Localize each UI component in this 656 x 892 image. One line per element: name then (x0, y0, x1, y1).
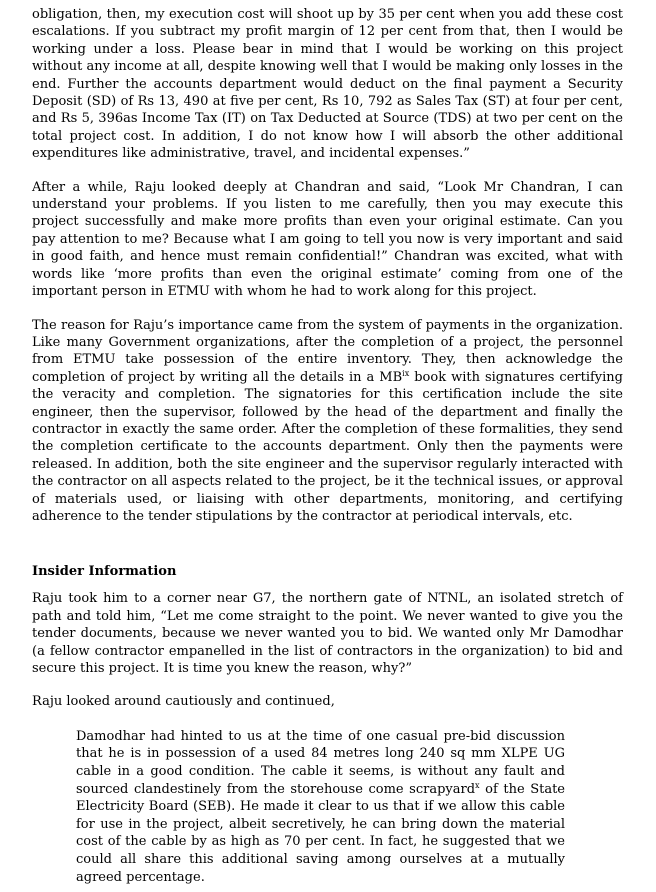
paragraph-raju-continued: Raju looked around cautiously and continued, (32, 694, 335, 710)
paragraph-payment-system (32, 317, 623, 526)
section-heading: Insider Information (32, 564, 177, 580)
footnote-marker-ix: ix (402, 368, 410, 378)
footnote-marker-x: x (475, 780, 480, 790)
paragraph-corner-talk: Raju took him to a corner near G7, the northern gate of NTNL, an isolated stretch of path and told him, “Let me come straight to the point. We never wanted to give you the tender documents, because we never wanted you to bid. We wanted only Mr Damodhar (a fellow contractor empanelled in the list of contractors in the organization) to bid and secure this project. It is time you knew the reason, why?” (32, 591, 623, 676)
quote-paragraph (76, 728, 565, 886)
paragraph-payment-system-text: The reason for Raju’s importance came from the system of payments in the organization. Like many Government organizations, after the completion of a project, the personnel from ETMU take possession of the entire inventory. They, then acknowledge the completion of project by writing all the details in a MB (32, 317, 623, 385)
paragraph-payment-system-text-cont: book with signatures certifying the veracity and completion. The signatories for this certification include the site engineer, then the supervisor, followed by the head of the department and finally the contractor in exactly the same order. After the completion of these formalities, they send the completion certificate to the accounts department. Only then the payments were released. In addition, both the site engineer and the supervisor regularly interacted with the contractor on all aspects related to the project, be it the technical issues, or approval of materials used, or liaising with other departments, monitoring, and certifying adherence to the tender stipulations by the contractor at periodical intervals, etc. (32, 369, 623, 524)
paragraph-cost-escalation: obligation, then, my execution cost will shoot up by 35 per cent when you add these cost escalations. If you subtract my profit margin of 12 per cent from that, then I would be working under a loss. Please bear in mind that I would be working on this project without any income at all, despite knowing well that I would be making only losses in the end. Further the accounts department would deduct on the final payment a Security Deposit (SD) of Rs 13, 490 at five per cent, Rs 10, 792 as Sales Tax (ST) at four per cent, and Rs 5, 396as Income Tax (IT) on Tax Deducted at Source (TDS) at two per cent on the total project cost. In addition, I do not know how I will absorb the other additional expenditures like administrative, travel, and incidental expenses.” (32, 7, 623, 162)
quote-text: Damodhar had hinted to us at the time of one casual pre-bid discussion that he is in possession of a used 84 metres long 240 sq mm XLPE UG cable in a good condition. The cable it seems, is without any fault and sourced clandestinely from the storehouse come scrapyard (76, 728, 565, 797)
paragraph-raju-offer: After a while, Raju looked deeply at Chandran and said, “Look Mr Chandran, I can understand your problems. If you listen to me carefully, then you may execute this project successfully and make more profits than even your original estimate. Can you pay attention to me? Because what I am going to tell you now is very important and said in good faith, and hence must remain confidential!” Chandran was excited, what with words like ‘more profits than even the original estimate’ coming from one of the important person in ETMU with whom he had to work along for this project. (32, 179, 623, 300)
quote-text-cont: of the State Electricity Board (SEB). He made it clear to us that if we allow this cable for use in the project, albeit secretively, he can bring down the material cost of the cable by as high as 70 per cent. In fact, he suggested that we could all share this additional saving among ourselves at a mutually agreed percentage. (76, 781, 566, 885)
block-quote (76, 728, 565, 886)
